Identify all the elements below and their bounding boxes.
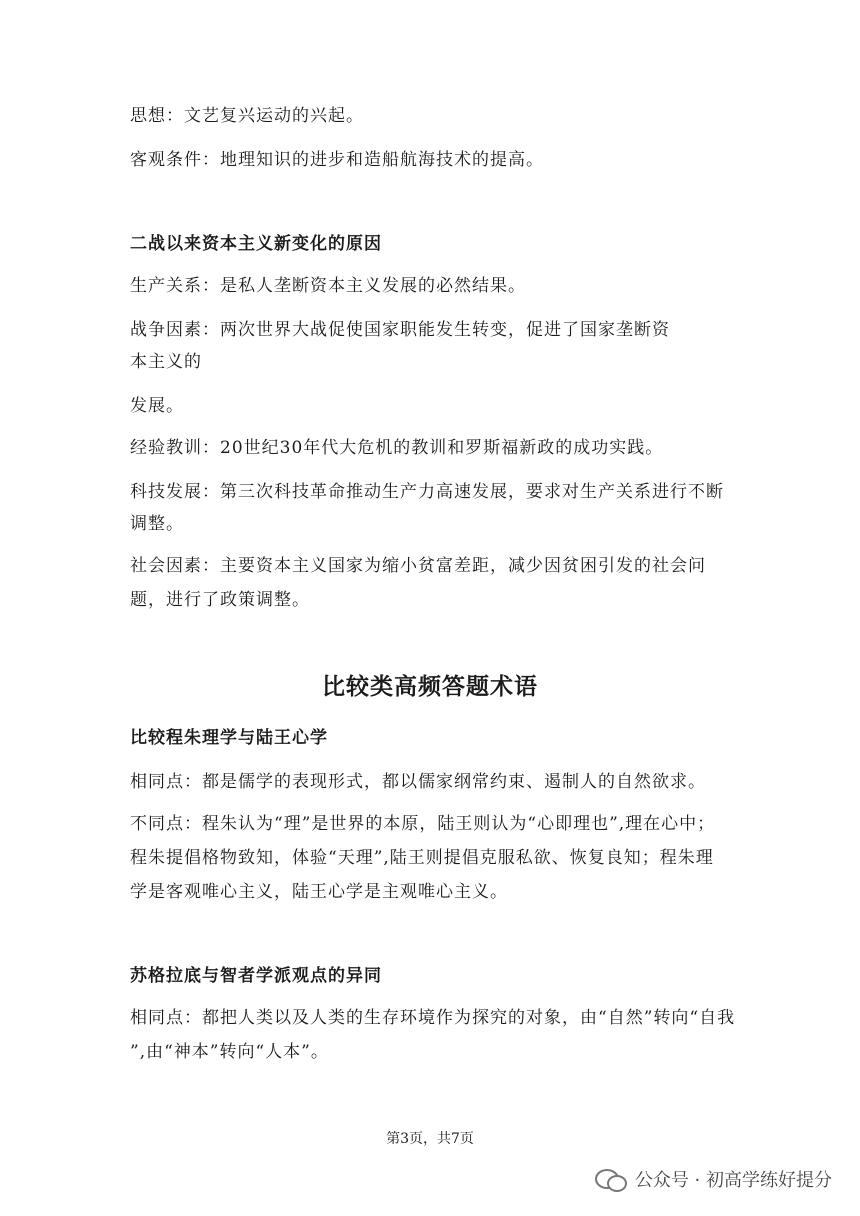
page-title: 比较类高频答题术语 <box>322 674 538 700</box>
section-heading: 比较程朱理学与陆王心学 <box>130 728 328 748</box>
paragraph: 学是客观唯心主义，陆王心学是主观唯心主义。 <box>130 882 508 902</box>
paragraph: 科技发展：第三次科技革命推动生产力高速发展，要求对生产关系进行不断 <box>130 482 724 502</box>
paragraph: 经验教训：20世纪30年代大危机的教训和罗斯福新政的成功实践。 <box>130 438 664 458</box>
paragraph: 发展。 <box>130 396 184 416</box>
line-objective-conditions: 客观条件：地理知识的进步和造船航海技术的提高。 <box>130 150 544 170</box>
paragraph: 生产关系：是私人垄断资本主义发展的必然结果。 <box>130 276 526 296</box>
paragraph: 战争因素：两次世界大战促使国家职能发生转变，促进了国家垄断资 <box>130 320 670 340</box>
section-heading: 苏格拉底与智者学派观点的异同 <box>130 966 382 986</box>
paragraph: 程朱提倡格物致知，体验“天理”,陆王则提倡克服私欲、恢复良知；程朱理 <box>130 848 714 868</box>
wechat-icon <box>595 1167 625 1191</box>
paragraph: 题，进行了政策调整。 <box>130 590 310 610</box>
section-heading: 二战以来资本主义新变化的原因 <box>130 234 382 254</box>
paragraph: 本主义的 <box>130 352 202 372</box>
paragraph: 不同点：程朱认为“理”是世界的本原，陆王则认为“心即理也”,理在心中； <box>130 814 716 834</box>
paragraph: 调整。 <box>130 514 184 534</box>
paragraph: 相同点：都把人类以及人类的生存环境作为探究的对象，由“自然”转向“自我 <box>130 1008 736 1028</box>
page-footer: 第3页，共7页 <box>386 1131 474 1147</box>
watermark <box>595 1166 832 1192</box>
paragraph: ”,由“神本”转向“人本”。 <box>130 1042 329 1062</box>
line-thought: 思想：文艺复兴运动的兴起。 <box>130 106 364 126</box>
paragraph: 相同点：都是儒学的表现形式，都以儒家纲常约束、遏制人的自然欲求。 <box>130 772 706 792</box>
watermark-text: 公众号 · 初高学练好提分 <box>634 1170 832 1191</box>
paragraph: 社会因素：主要资本主义国家为缩小贫富差距，减少因贫困引发的社会问 <box>130 556 706 576</box>
